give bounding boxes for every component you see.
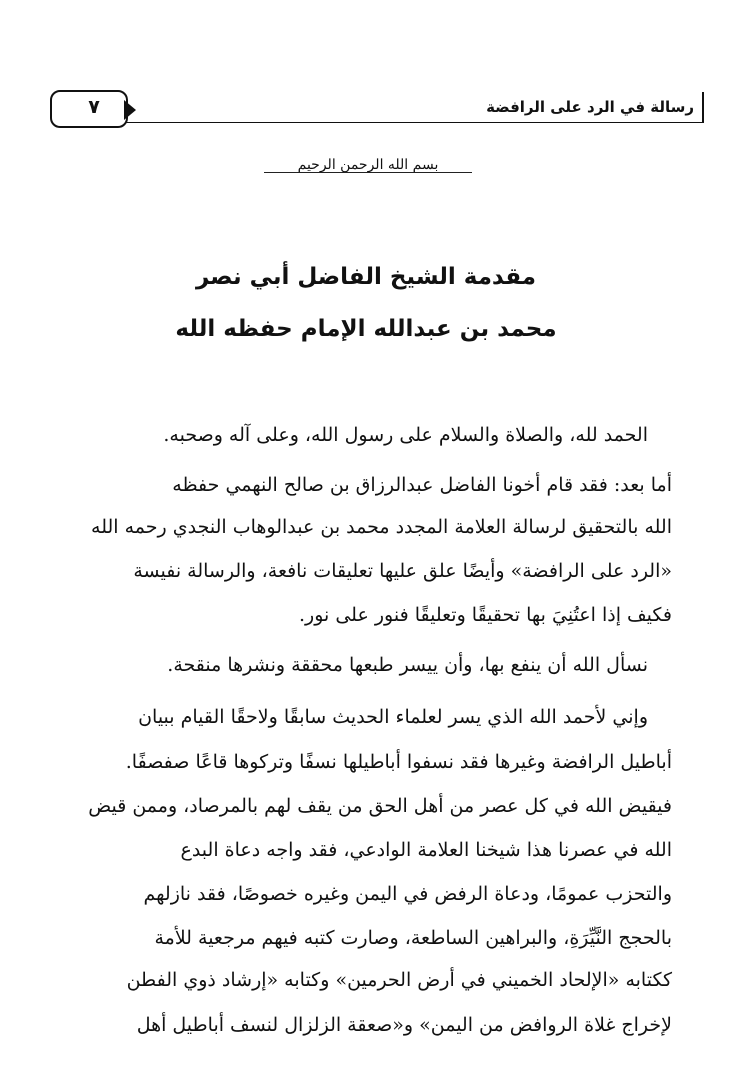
running-header [50,88,704,128]
header-underline [125,122,704,123]
body-line: لإخراج غلاة الروافض من اليمن» و«صعقة الزلزال لنسف أباطيل أهل [136,1014,672,1036]
book-title-box [122,92,704,122]
basmala-calligraphy [246,146,490,184]
body-line: بالحجج النَّيِّرَةِ، والبراهين الساطعة، وصارت كتبه فيهم مرجعية للأمة [154,927,672,949]
heading-line-1: مقدمة الشيخ الفاضل أبي نصر [195,264,537,290]
body-line: الحمد لله، والصلاة والسلام على رسول الله، وعلى آله وصحبه. [163,424,648,446]
page-corner-ornament [124,100,136,120]
body-line: نسأل الله أن ينفع بها، وأن ييسر طبعها محققة ونشرها منقحة. [167,654,648,676]
body-line: أباطيل الرافضة وغيرها فقد نسفوا أباطيلها نسفًا وتركوها قاعًا صفصفًا. [125,751,672,773]
body-line: فيقيض الله في كل عصر من أهل الحق من يقف لهم بالمرصاد، وممن قيض [88,795,672,817]
body-line: أما بعد: فقد قام أخونا الفاضل عبدالرزاق بن صالح النهمي حفظه [172,474,672,496]
body-line: فكيف إذا اعتُنِيَ بها تحقيقًا وتعليقًا فنور على نور. [298,604,672,626]
body-line: الله بالتحقيق لرسالة العلامة المجدد محمد بن عبدالوهاب النجدي رحمه الله [91,516,672,538]
basmala-text: بسم الله الرحمن الرحيم [297,157,439,173]
body-line: والتحزب عمومًا، ودعاة الرفض في اليمن وغيره خصوصًا، فقد نازلهم [143,883,672,905]
body-line: «الرد على الرافضة» وأيضًا علق عليها تعليقات نافعة، والرسالة نفيسة [133,560,672,582]
body-line: ككتابه «الإلحاد الخميني في أرض الحرمين» وكتابه «إرشاد ذوي الفطن [126,969,672,991]
page-number: ٧ [88,96,100,118]
basmala-stroke [264,172,472,173]
body-line: الله في عصرنا هذا شيخنا العلامة الوادعي، فقد واجه دعاة البدع [180,839,672,861]
heading-line-2: محمد بن عبدالله الإمام حفظه الله [175,316,557,342]
book-title: رسالة في الرد على الرافضة [486,98,694,116]
body-line: وإني لأحمد الله الذي يسر لعلماء الحديث سابقًا ولاحقًا القيام ببيان [138,706,648,728]
page-number-box [50,90,128,128]
